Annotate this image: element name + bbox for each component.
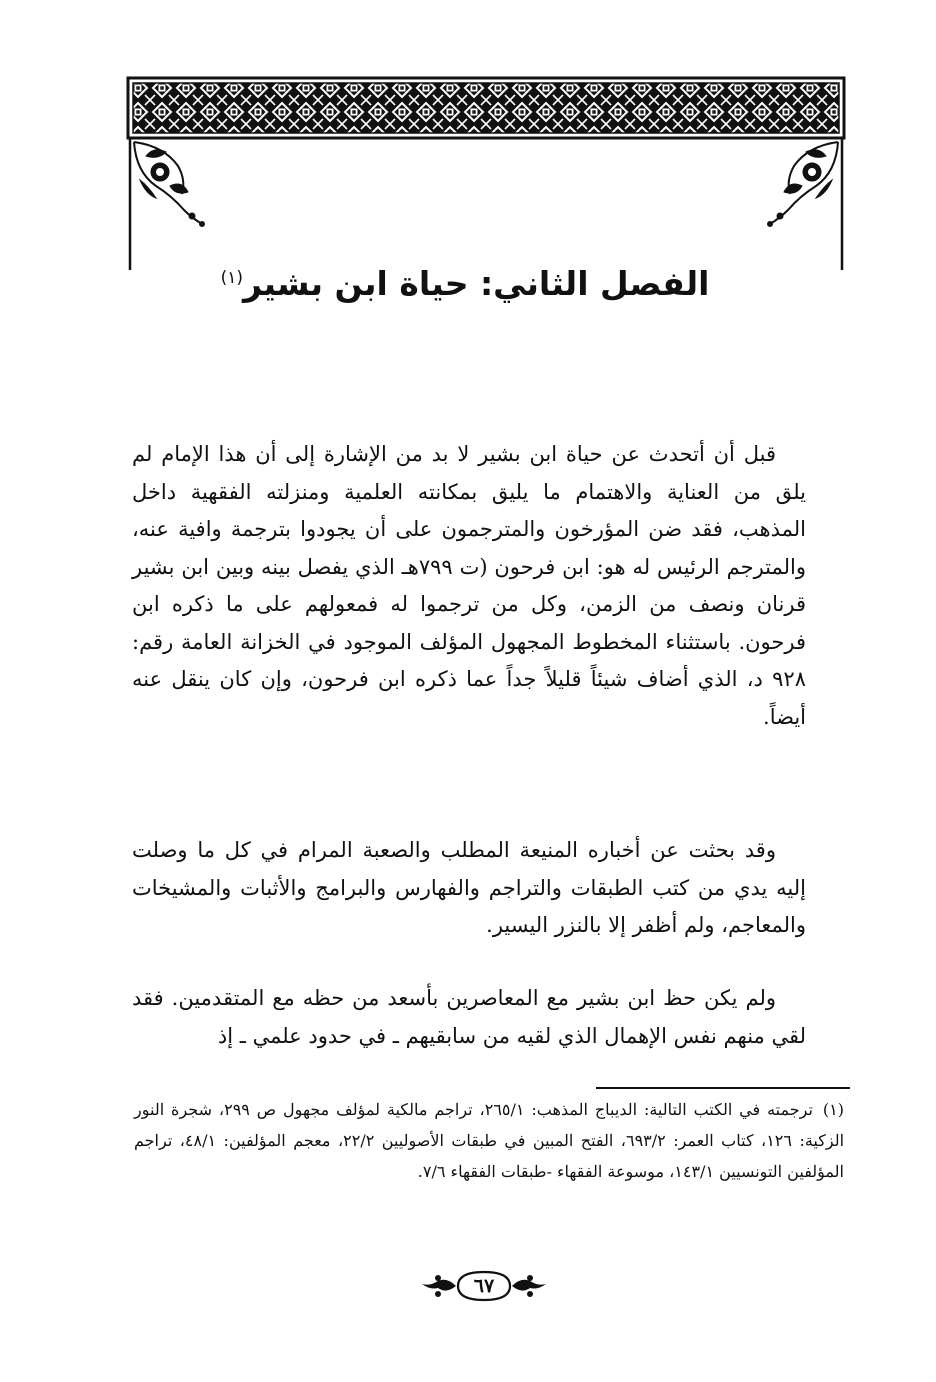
chapter-title-text: الفصل الثاني: حياة ابن بشير [243,264,710,303]
paragraph-text: قبل أن أتحدث عن حياة ابن بشير لا بد من الإشارة إلى أن هذا الإمام لم يلق من العناية والاهتمام ما يليق بمكانته العلمية ومنزلته الفقهية داخل المذهب، فقد ضن المؤرخون والمترجمون على أن يجودوا بترجمة وافية عنه، والمترجم الرئيس له هو: ابن فرحون (ت ٧٩٩هـ الذي يفصل بينه وبين ابن بشير قرنان ونصف من الزمن، وكل من ترجموا له فمعولهم على ما ذكره ابن فرحون. باستثناء المخطوط المجهول المؤلف الموجود في الخزانة العامة رقم: ٩٢٨ د، الذي أضاف شيئاً قليلاً جداً عما ذكره ابن فرحون، وإن كان ينقل عنه أيضاً. [132,442,807,729]
footnote-number: (١) [822,1100,845,1119]
page-number: ٦٧ [473,1275,495,1297]
footnote-reference: (١) [220,268,243,288]
footnote-text: ترجمته في الكتب التالية: الديباج المذهب: ٢٦٥/١، تراجم مالكية لمؤلف مجهول ص ٢٩٩، شجرة النور الزكية: ١٢٦، كتاب العمر: ٦٩٣/٢، الفتح المبين في طبقات الأصوليين ٢٢/٢، معجم المؤلفين: ٤٨/١، تراجم المؤلفين التونسيين ١٤٣/١، موسوعة الفقهاء -طبقات الفقهاء ٧/٦. [134,1100,845,1181]
footnote-separator [596,1087,850,1089]
paragraph-text: ولم يكن حظ ابن بشير مع المعاصرين بأسعد من حظه مع المتقدمين. فقد لقي منهم نفس الإهمال الذي لقيه من سابقيهم ـ في حدود علمي ـ إذ [132,986,806,1048]
chapter-title [130,248,800,308]
body-paragraph-2 [132,832,806,945]
body-paragraph-3 [132,980,806,1055]
ornamental-header-frame-icon [126,76,846,272]
footnote [134,1094,844,1187]
paragraph-text: وقد بحثت عن أخباره المنيعة المطلب والصعبة المرام في كل ما وصلت إليه يدي من كتب الطبقات والتراجم والفهارس والبرامج والأثبات والمشيخات والمعاجم، ولم أظفر إلا بالنزر اليسير. [132,838,806,937]
page-number-ornament [418,1268,550,1304]
body-paragraph-1 [132,436,806,736]
